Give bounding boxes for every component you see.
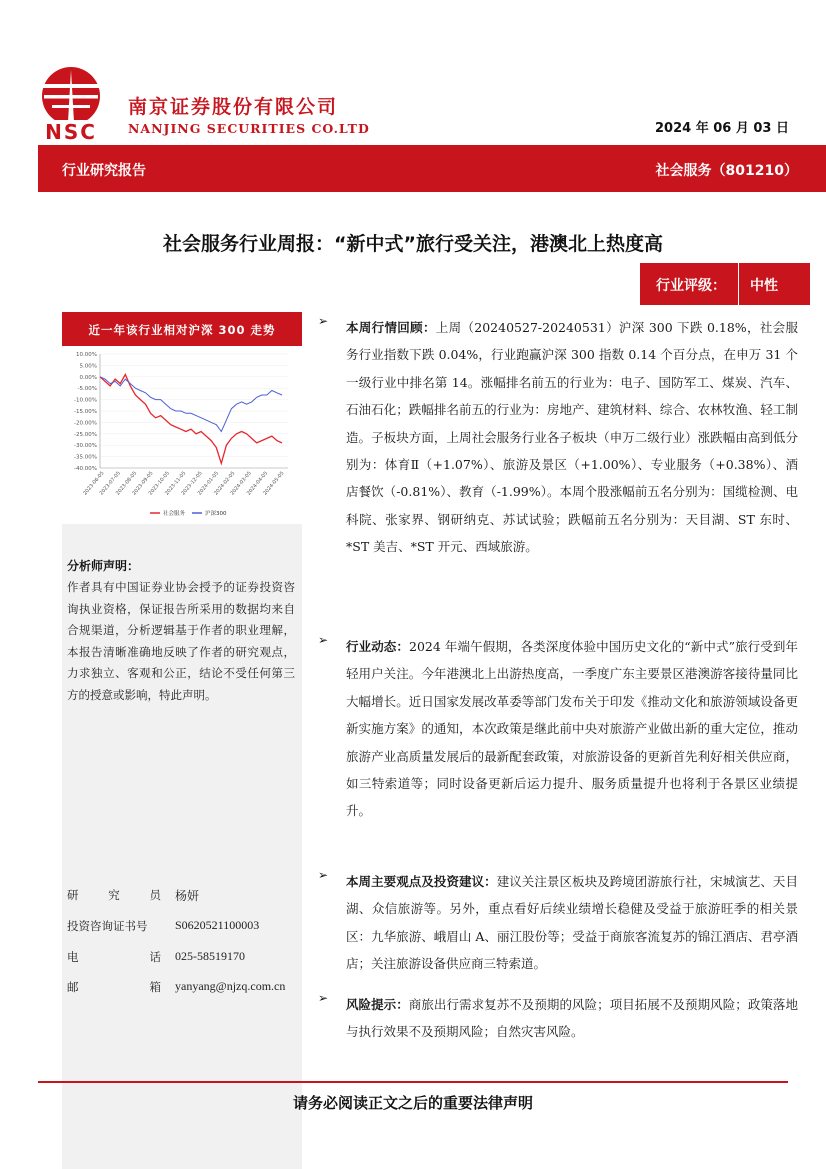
legend-label: 沪深300 xyxy=(205,511,227,517)
certificate-number: S0620521100003 xyxy=(175,918,260,932)
phone-number: 025-58519170 xyxy=(175,949,245,963)
x-tick-label: 2023-08-05 xyxy=(114,470,139,497)
legend-label: 社会服务 xyxy=(163,511,186,517)
section-text: 上周（20240527-20240531）沪深 300 下跌 0.18%，社会服务行业指数下跌 0.04%，行业跑赢沪深 300 指数 0.14 个百分点，在申万 31 个一级行业中排名第 14。涨幅排名前五的行业为：电子、国防军工、煤炭、汽车、石油石化；跌幅排名前五的行业为：房地产、建筑材料、综合、农林牧渔、轻工制造。子板块方面，上周社会服务行业各子板块（申万二级行业）涨跌幅由高到低分别为：体育Ⅱ（+1.07%）、旅游及景区（+1.00%）、专业服务（+0.38%）、酒店餐饮（-0.81%）、教育（-1.99%）。本周个股涨幅前五名分别为：国缆检测、电科院、张家界、钢研纳克、苏试试验；跌幅前五名分别为：天目湖、ST 东时、*ST 美吉、*ST 开元、西域旅游。 xyxy=(346,320,798,555)
label-char: 研 xyxy=(67,888,79,902)
x-tick-label: 2024-04-05 xyxy=(245,470,270,497)
section-text: 建议关注景区板块及跨境团游旅行社，宋城演艺、天目湖、众信旅游等。另外，重点看好后续业绩增长稳健及受益于旅游旺季的相关景区：九华旅游、峨眉山 A、丽江股份等；受益于商旅客流复苏的锦江酒店、君亭酒店；关注旅游设备供应商三特索道。 xyxy=(346,874,798,972)
footer-divider xyxy=(38,1081,788,1083)
y-tick-label: -35.00% xyxy=(74,454,97,461)
label-text: 投资咨询证书号 xyxy=(67,919,148,933)
section-heading: 风险提示： xyxy=(346,997,409,1012)
y-tick-label: -40.00% xyxy=(74,466,97,472)
company-name-cn: 南京证券股份有限公司 xyxy=(128,96,339,118)
chart-title: 近一年该行业相对沪深 300 走势 xyxy=(88,323,276,337)
section-body xyxy=(346,868,798,978)
x-tick-label: 2023-11-05 xyxy=(164,470,188,497)
analyst-declaration-text: 作者具有中国证券业协会授予的证券投资咨询执业资格，保证报告所采用的数据均来自合规渠道，分析逻辑基于作者的职业理解，本报告清晰准确地反映了作者的研究观点，力求独立、客观和公正，结论不受任何第三方的授意或影响，特此声明。 xyxy=(67,580,295,702)
y-tick-label: -15.00% xyxy=(74,409,97,415)
y-tick-label: 10.00% xyxy=(76,352,97,358)
x-tick-label: 2024-02-05 xyxy=(213,470,237,497)
analyst-name: 杨妍 xyxy=(175,889,200,903)
section-body xyxy=(346,314,798,561)
arrow-bullet-icon: ➢ xyxy=(318,868,329,882)
x-tick-label: 2023-09-05 xyxy=(131,470,155,497)
arrow-bullet-icon: ➢ xyxy=(318,314,329,328)
section-heading: 本周主要观点及投资建议： xyxy=(346,874,497,889)
x-tick-label: 2023-10-05 xyxy=(147,470,171,497)
contact-label xyxy=(67,887,161,903)
section-body xyxy=(346,991,798,1046)
rating-label: 行业评级： xyxy=(656,278,726,294)
nsc-logo xyxy=(30,62,112,142)
y-tick-label: -20.00% xyxy=(74,420,97,427)
x-tick-label: 2024-01-05 xyxy=(196,470,221,497)
label-char: 员 xyxy=(149,888,161,902)
arrow-bullet-icon: ➢ xyxy=(318,633,329,647)
arrow-bullet-icon: ➢ xyxy=(318,991,329,1005)
section-heading: 本周行情回顾： xyxy=(346,320,436,335)
chart-background xyxy=(62,346,302,524)
analyst-declaration-title: 分析师声明： xyxy=(67,559,140,573)
y-tick-label: -25.00% xyxy=(74,431,97,438)
legal-notice: 请务必阅读正文之后的重要法律声明 xyxy=(292,1094,533,1112)
report-date: 2024 年 06 月 03 日 xyxy=(655,121,789,136)
sidebar-chart-header xyxy=(62,312,302,346)
x-tick-label: 2024-03-05 xyxy=(229,470,253,497)
y-tick-label: -5.00% xyxy=(77,386,97,393)
section-text: 商旅出行需求复苏不及预期的风险；项目拓展不及预期风险；政策落地与执行效果不及预期风险；自然灾害风险。 xyxy=(346,997,798,1040)
y-tick-label: -10.00% xyxy=(74,397,97,404)
x-tick-label: 2023-12-05 xyxy=(180,470,204,497)
contact-label xyxy=(67,979,161,995)
email-link[interactable]: yanyang@njzq.com.cn xyxy=(175,979,286,993)
label-char: 话 xyxy=(149,950,161,964)
y-tick-label: -30.00% xyxy=(74,443,97,450)
rating-divider xyxy=(738,263,739,305)
label-char: 究 xyxy=(108,888,120,902)
report-type-label: 行业研究报告 xyxy=(62,163,146,179)
contact-label xyxy=(67,918,161,934)
report-title: 社会服务行业周报：“新中式”旅行受关注，港澳北上热度高 xyxy=(163,233,663,255)
label-char: 邮 xyxy=(67,980,79,994)
y-tick-label: 5.00% xyxy=(79,363,97,370)
section-body xyxy=(346,633,798,825)
relative-performance-chart xyxy=(62,346,302,524)
industry-rating-box xyxy=(640,263,810,305)
x-tick-label: 2023-07-05 xyxy=(98,470,122,497)
x-tick-label: 2024-05-05 xyxy=(262,470,286,497)
y-tick-label: 0.00% xyxy=(79,374,97,381)
company-name-en: NANJING SECURITIES CO.LTD xyxy=(128,121,370,136)
industry-code-label: 社会服务（801210） xyxy=(655,163,798,179)
section-heading: 行业动态： xyxy=(346,639,410,654)
contact-label xyxy=(67,949,161,965)
rating-value: 中性 xyxy=(750,278,778,294)
section-text: 2024 年端午假期，各类深度体验中国历史文化的“新中式”旅行受到年轻用户关注。今年港澳北上出游热度高，一季度广东主要景区港澳游客接待量同比大幅增长。近日国家发展改革委等部门发布关于印发《推动文化和旅游领域设备更新实施方案》的通知，本次政策是继此前中央对旅游产业做出新的重大定位，推动旅游产业高质量发展后的最新配套政策，对旅游设备的更新首先利好相关供应商，如三特索道等；同时设备更新后运力提升、服务质量提升也将利于各景区业绩提升。 xyxy=(346,639,798,819)
label-char: 电 xyxy=(67,950,79,964)
logo-text: NSC xyxy=(45,120,97,142)
label-char: 箱 xyxy=(149,980,161,994)
x-tick-label: 2023-06-05 xyxy=(82,470,106,497)
